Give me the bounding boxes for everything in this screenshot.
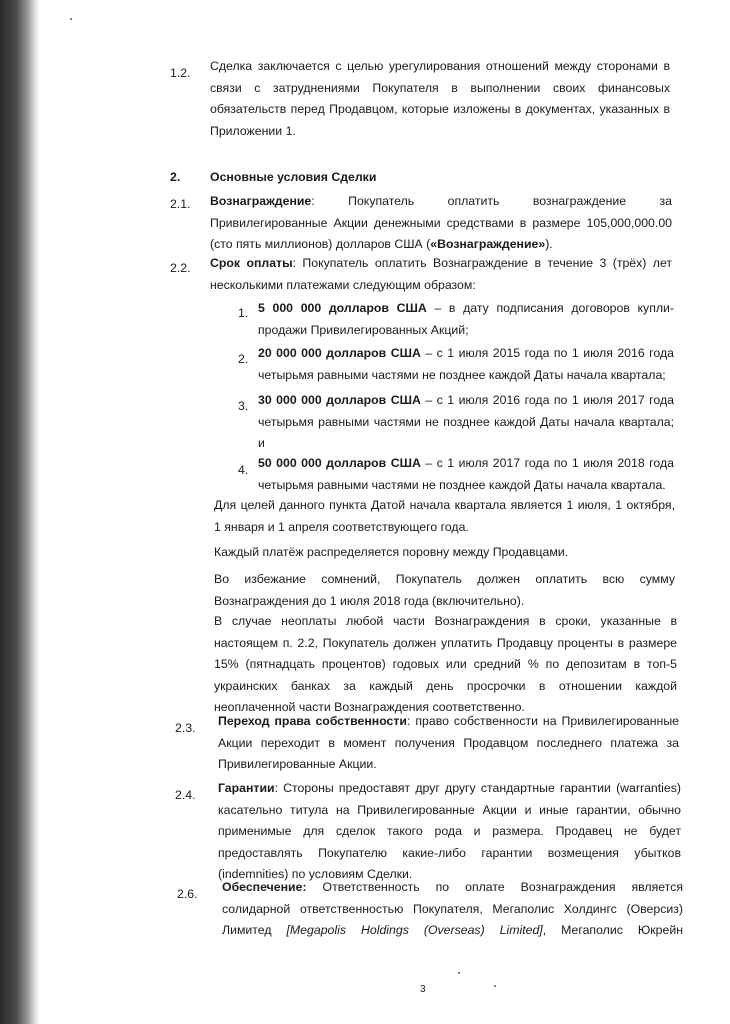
clause-2-2-number: 2.2. bbox=[170, 261, 191, 275]
clause-2-2-avoidance-of-doubt bbox=[214, 569, 675, 612]
clause-2-2-split: Каждый платёж распределяется поровну между Продавцами. bbox=[214, 545, 569, 559]
text-line: солидарной ответственностью Покупателя, Мегаполис Холдингс (Оверсиз) bbox=[222, 901, 683, 916]
clause-1-2-number: 1.2. bbox=[170, 66, 191, 80]
text-line: связи с затруднениями Покупателя в выполнении своих финансовых bbox=[210, 80, 670, 95]
text-line: Для целей данного пункта Датой начала квартала является 1 июля, 1 октября, bbox=[214, 498, 675, 512]
text-line: настоящем п. 2.2, Покупатель должен уплатить Продавцу проценты в размере bbox=[214, 635, 677, 650]
text-line: четырьмя равными частями не позднее каждой Даты начала квартала. bbox=[258, 477, 666, 492]
payment-item-2 bbox=[258, 343, 674, 386]
text-line: Акции переходит в момент получения Продавцом последнего платежа за bbox=[218, 735, 679, 750]
clause-2-1-text bbox=[210, 191, 672, 256]
payment-item-number: 3. bbox=[238, 399, 249, 413]
text-line: Вознаграждения до 1 июля 2018 года (включительно). bbox=[214, 593, 525, 608]
clause-2-6-number: 2.6. bbox=[177, 887, 198, 901]
clause-2-4-number: 2.4. bbox=[175, 788, 196, 802]
text-line: Привилегированные Акции. bbox=[218, 757, 377, 771]
text-line: четырьмя равными частями не позднее каждой Даты начала квартала; bbox=[258, 414, 674, 429]
clause-1-2-text bbox=[210, 56, 670, 142]
clause-2-6-text bbox=[222, 877, 683, 942]
payment-item-number: 1. bbox=[238, 306, 249, 320]
text-line: Срок оплаты: Покупатель оплатить Вознаграждение в течение 3 (трёх) лет bbox=[210, 256, 673, 270]
section-2-title: Основные условия Сделки bbox=[210, 170, 377, 184]
text-line: несколькими платежами следующим образом: bbox=[210, 277, 476, 292]
payment-item-number: 2. bbox=[238, 352, 249, 366]
payment-item-4 bbox=[258, 453, 674, 496]
text-line: Обеспечение: Ответственность по оплате Вознаграждения является bbox=[222, 880, 683, 894]
text-line: обязательств перед Продавцом, которые изложены в документах, указанных в bbox=[210, 102, 670, 116]
section-2-number: 2. bbox=[170, 170, 181, 184]
text-line: 50 000 000 долларов США – с 1 июля 2017 года по 1 июля 2018 года bbox=[258, 456, 674, 470]
payment-item-1 bbox=[258, 298, 674, 341]
text-line: четырьмя равными частями не позднее каждой Даты начала квартала; bbox=[258, 367, 666, 382]
text-line: 15% (пятнадцать процентов) годовых или средний % по депозитам в топ-5 bbox=[214, 657, 677, 671]
text-line: продажи Привилегированных Акций; bbox=[258, 322, 469, 337]
clause-2-3-text bbox=[218, 711, 679, 776]
text-line: (indemnities) по условиям Сделки. bbox=[218, 867, 413, 881]
text-line: неоплаченной части Вознаграждения соответственно. bbox=[214, 700, 525, 714]
text-line: Привилегированные Акции денежными средствами в размере 105,000,000.00 bbox=[210, 215, 672, 230]
text-line: Сделка заключается с целью урегулирования отношений между сторонами в bbox=[210, 59, 670, 73]
text-line: Вознаграждение: Покупатель оплатить вознаграждение за bbox=[210, 194, 672, 208]
payment-item-number: 4. bbox=[238, 463, 249, 477]
text-line: Переход права собственности: право собственности на Привилегированные bbox=[218, 714, 680, 728]
text-line: Приложении 1. bbox=[210, 123, 296, 138]
text-line: Гарантии: Стороны предоставят друг другу стандартные гарантии (warranties) bbox=[218, 781, 681, 795]
text-line: украинских банках за каждый день просрочки в отношении каждой bbox=[214, 678, 677, 693]
clause-2-1-number: 2.1. bbox=[170, 197, 191, 211]
text-line: (сто пять миллионов) долларов США («Вознаграждение»). bbox=[210, 237, 553, 251]
text-line: касательно титула на Привилегированные Акции и иные гарантии, обычно bbox=[218, 802, 681, 817]
payment-item-3 bbox=[258, 390, 674, 455]
text-line: предоставлять Покупателю какие-либо гарантии возмещения убытков bbox=[218, 845, 681, 860]
scan-speck bbox=[458, 972, 460, 974]
clause-2-2-quarter-dates bbox=[214, 495, 675, 538]
text-line: и bbox=[258, 436, 265, 450]
text-line: 30 000 000 долларов США – с 1 июля 2016 года по 1 июля 2017 года bbox=[258, 393, 674, 407]
clause-2-3-number: 2.3. bbox=[175, 721, 196, 735]
text-line: Лимитед [Megapolis Holdings (Overseas) Limited], Мегаполис Юкрейн bbox=[222, 923, 684, 937]
scan-speck bbox=[70, 18, 72, 20]
clause-2-2-text bbox=[210, 253, 672, 296]
text-line: 5 000 000 долларов США – в дату подписания договоров купли- bbox=[258, 301, 674, 315]
clause-2-2-penalty bbox=[214, 611, 677, 719]
scan-speck bbox=[494, 985, 496, 987]
text-line: В случае неоплаты любой части Вознаграждения в сроки, указанные в bbox=[214, 614, 677, 628]
clause-2-4-text bbox=[218, 778, 681, 886]
text-line: 1 января и 1 апреля соответствующего года. bbox=[214, 519, 469, 534]
text-line: применимые для сделок такого рода и размера. Продавец не будет bbox=[218, 824, 681, 838]
text-line: 20 000 000 долларов США – с 1 июля 2015 года по 1 июля 2016 года bbox=[258, 346, 674, 360]
text-line: Во избежание сомнений, Покупатель должен оплатить всю сумму bbox=[214, 572, 675, 586]
page-number: 3 bbox=[420, 984, 426, 995]
